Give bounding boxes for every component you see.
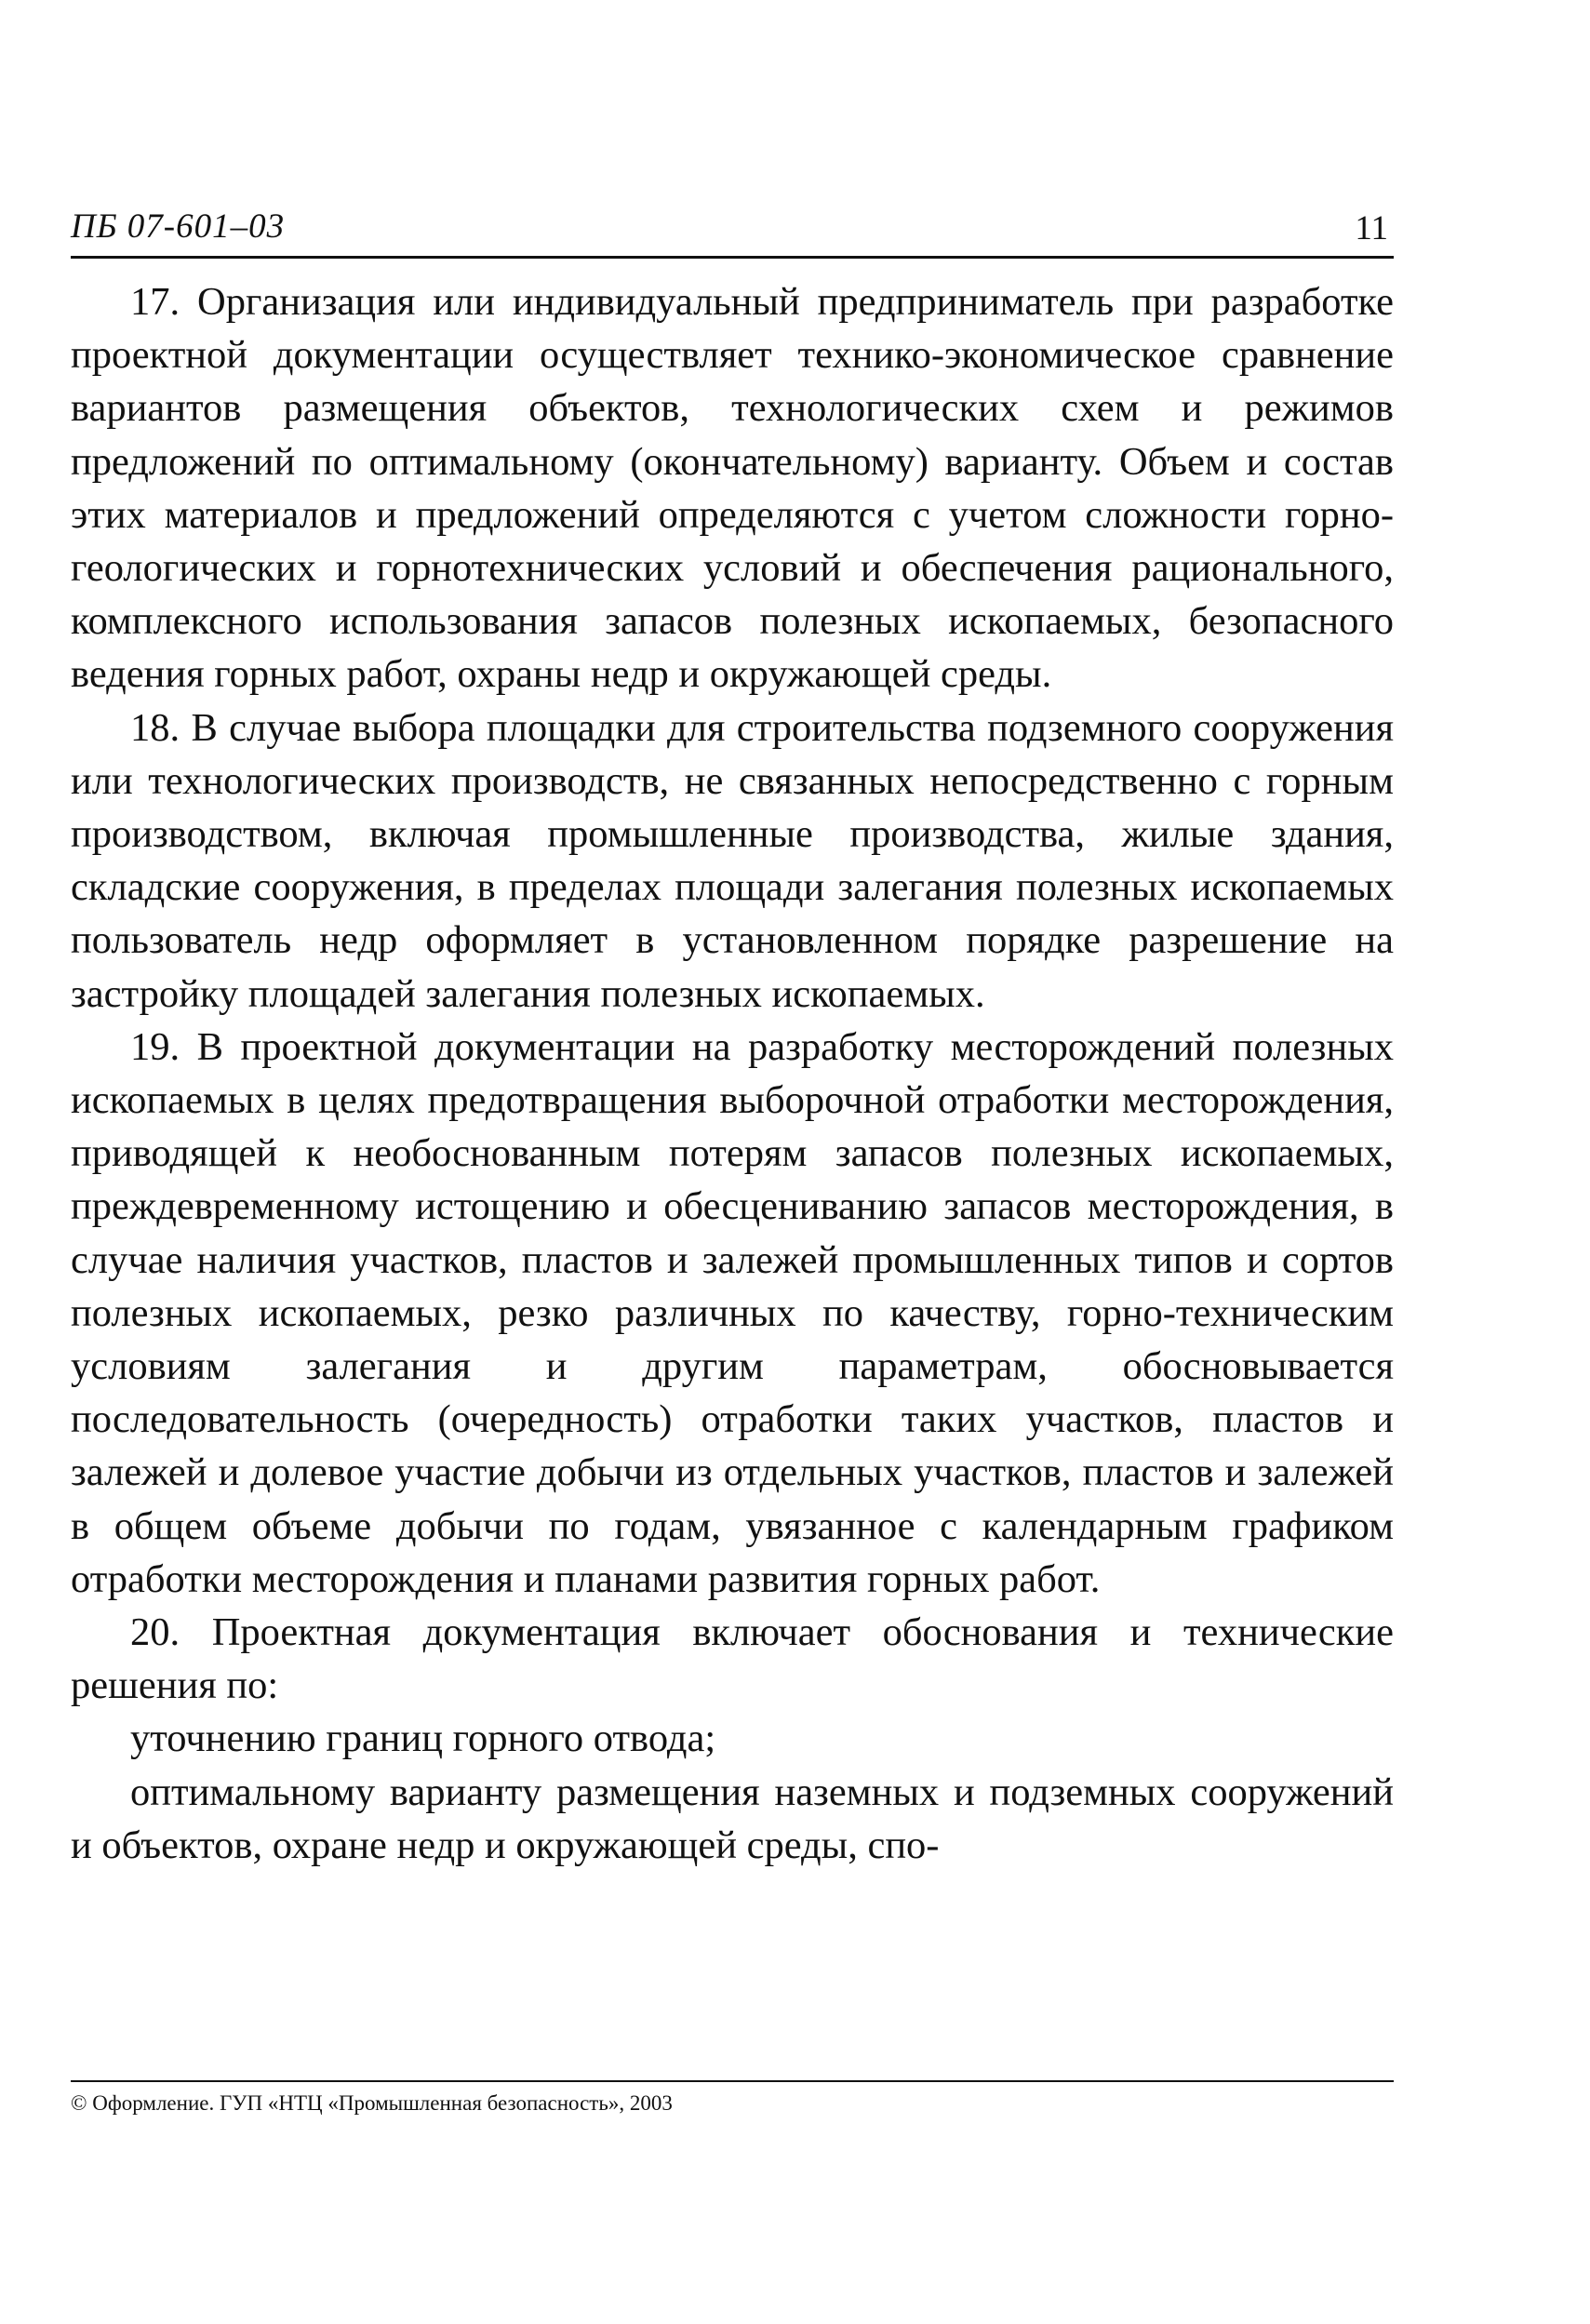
- list-item: оптимальному варианту размещения наземных и подземных сооружений и объектов, охране недр и окружающей среды, спо-: [71, 1770, 1394, 1867]
- paragraph-17: 17. Организация или индивидуальный предприниматель при разработке проектной документации осуществляет технико-экономическое сравнение вариантов размещения объектов, технологических схем и режимов предложений по оптимальному (окончательному) варианту. Объем и состав этих материалов и предложений определяются с учетом сложности горно-геологических и горнотехнических условий и обеспечения рационального, комплексного использования запасов полезных ископаемых, безопасного ведения горных работ, охраны недр и окружающей среды.: [71, 280, 1394, 697]
- copyright-footer: © Оформление. ГУП «НТЦ «Промышленная безопасность», 2003: [71, 2091, 673, 2115]
- paragraph-18: 18. В случае выбора площадки для строительства подземного сооружения или технологических производств, не связанных непосредственно с горным производством, включая промышленные производства, жилые здания, складские сооружения, в пределах площади залегания полезных ископаемых пользователь недр оформляет в установленном порядке разрешение на застройку площадей залегания полезных ископаемых.: [71, 705, 1394, 1016]
- header-divider: [71, 256, 1394, 259]
- list-item: уточнению границ горного отвода;: [130, 1716, 716, 1761]
- document-code: ПБ 07-601–03: [71, 207, 286, 246]
- footer-divider: [71, 2080, 1394, 2082]
- paragraph-20: 20. Проектная документация включает обоснования и технические решения по:: [71, 1610, 1394, 1708]
- paragraph-19: 19. В проектной документации на разработку месторождений полезных ископаемых в целях предотвращения выборочной отработки месторождения, приводящей к необоснованным потерям запасов полезных ископаемых, преждевременному истощению и обесцениванию запасов месторождения, в случае наличия участков, пластов и залежей промышленных типов и сортов полезных ископаемых, резко различных по качеству, горно-техническим условиям залегания и другим параметрам, обосновывается последовательность (очередность) отработки таких участков, пластов и залежей и долевое участие добычи из отдельных участков, пластов и залежей в общем объеме добычи по годам, увязанное с календарным графиком отработки месторождения и планами развития горных работ.: [71, 1024, 1394, 1601]
- page-header: [71, 207, 1394, 255]
- page-number: 11: [1355, 209, 1388, 247]
- document-body: [71, 275, 1394, 1872]
- document-page: [71, 0, 1394, 2324]
